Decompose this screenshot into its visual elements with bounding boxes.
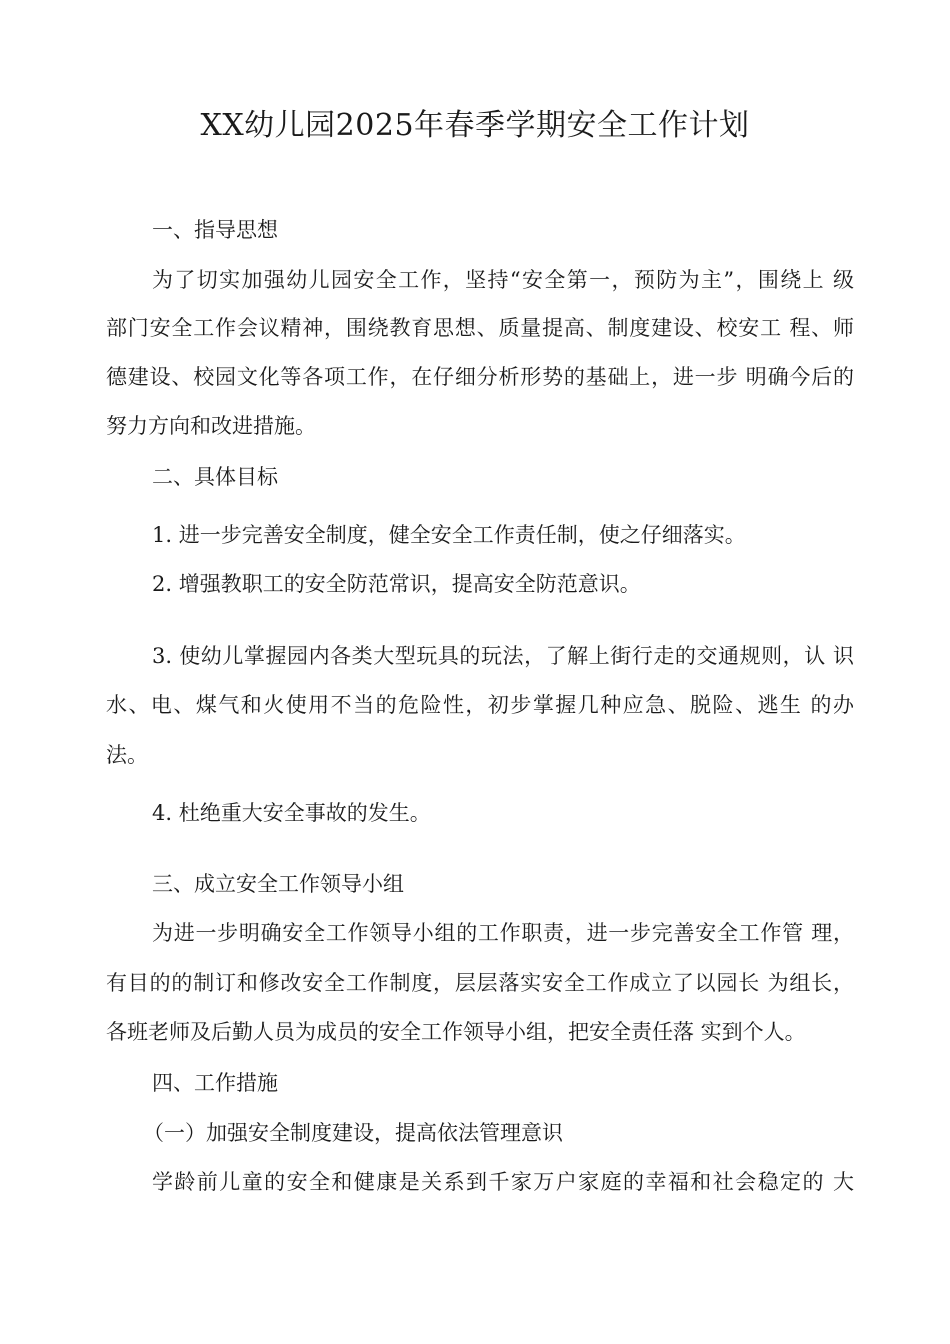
paragraph-line: 努力方向和改进措施。 — [106, 414, 316, 438]
paragraph-line: 水、电、煤气和火使用不当的危险性，初步掌握几种应急、脱险、逃生 的办 — [106, 693, 854, 717]
list-item: 4. 杜绝重大安全事故的发生。 — [152, 801, 431, 825]
section-heading-specific-goals: 二、具体目标 — [152, 465, 278, 489]
subsection-heading: （一）加强安全制度建设，提高依法管理意识 — [143, 1121, 563, 1145]
section-heading-work-measures: 四、工作措施 — [152, 1071, 278, 1095]
paragraph-line: 有目的的制订和修改安全工作制度，层层落实安全工作成立了以园长 为组长， — [106, 971, 854, 995]
paragraph-line: 为了切实加强幼儿园安全工作，坚持“安全第一，预防为主”，围绕上 级 — [152, 268, 854, 292]
paragraph-line: 各班老师及后勤人员为成员的安全工作领导小组，把安全责任落 实到个人。 — [106, 1020, 806, 1044]
paragraph-line: 德建设、校园文化等各项工作，在仔细分析形势的基础上，进一步 明确今后的 — [106, 365, 854, 389]
list-item: 1. 进一步完善安全制度，健全安全工作责任制，使之仔细落实。 — [152, 523, 746, 547]
list-item: 2. 增强教职工的安全防范常识，提高安全防范意识。 — [152, 572, 641, 596]
paragraph-line: 法。 — [106, 743, 148, 767]
section-heading-guiding-ideology: 一、指导思想 — [152, 218, 278, 242]
paragraph-line: 学龄前儿童的安全和健康是关系到千家万户家庭的幸福和社会稳定的 大 — [152, 1170, 854, 1194]
paragraph-line: 为进一步明确安全工作领导小组的工作职责，进一步完善安全工作管 理， — [152, 921, 854, 945]
document-title: XX幼儿园2025年春季学期安全工作计划 — [200, 108, 750, 143]
paragraph-line: 部门安全工作会议精神，围绕教育思想、质量提高、制度建设、校安工 程、师 — [106, 316, 854, 340]
list-item: 3. 使幼儿掌握园内各类大型玩具的玩法，了解上街行走的交通规则，认 识 — [152, 644, 854, 668]
section-heading-leadership-group: 三、成立安全工作领导小组 — [152, 872, 404, 896]
